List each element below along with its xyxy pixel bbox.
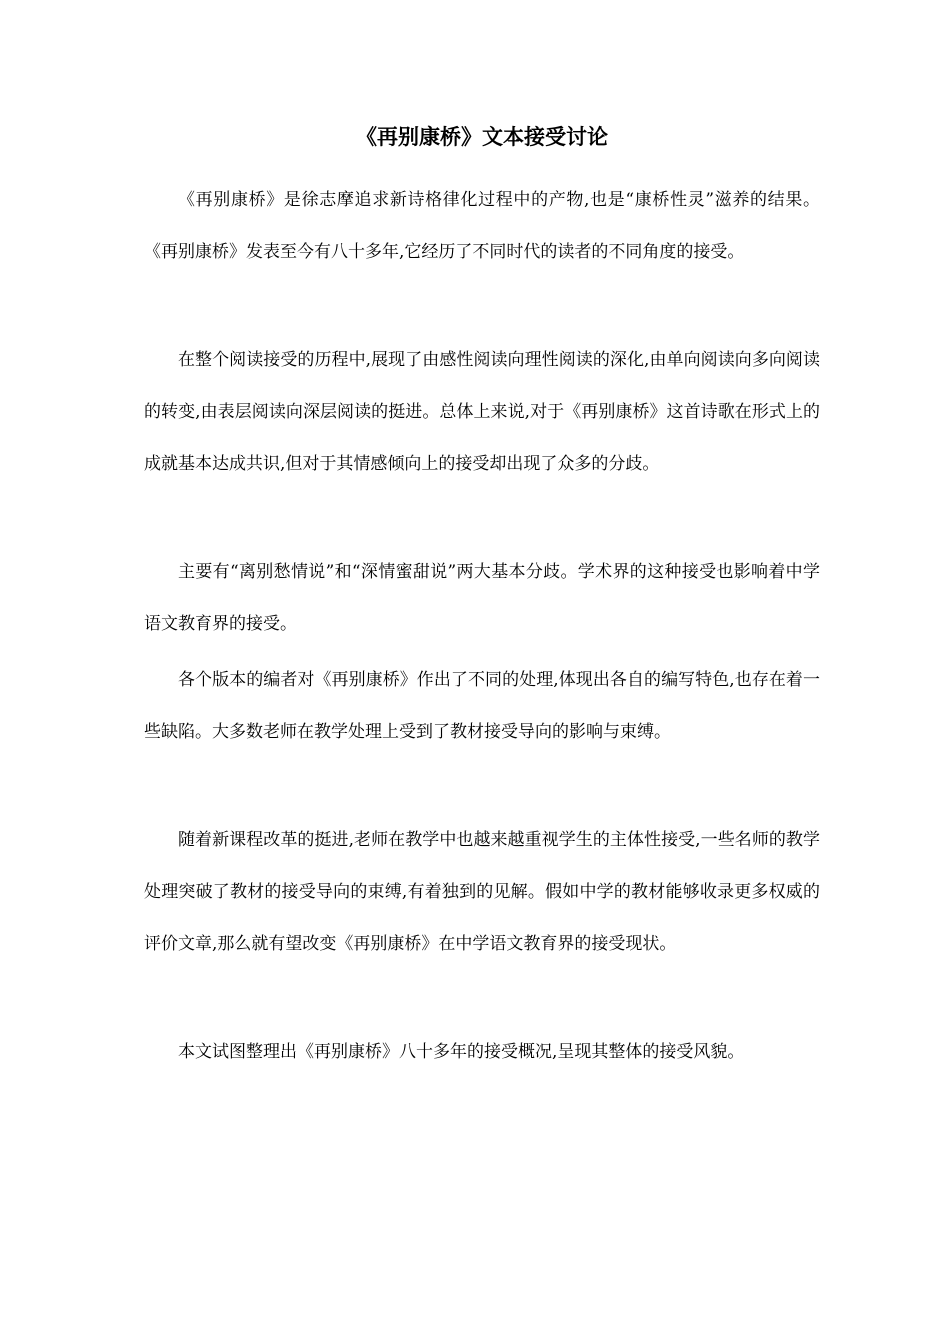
paragraph-5: 随着新课程改革的挺进,老师在教学中也越来越重视学生的主体性接受,一些名师的教学处理突破了教材的接受导向的束缚,有着独到的见解。假如中学的教材能够收录更多权威的评价文章,那么就有望改变《再别康桥》在中学语文教育界的接受现状。 [144, 830, 820, 954]
paragraph-2: 在整个阅读接受的历程中,展现了由感性阅读向理性阅读的深化,由单向阅读向多向阅读的转变,由表层阅读向深层阅读的挺进。总体上来说,对于《再别康桥》这首诗歌在形式上的成就基本达成共识,但对于其情感倾向上的接受却出现了众多的分歧。 [144, 350, 820, 474]
paragraph-6: 本文试图整理出《再别康桥》八十多年的接受概况,呈现其整体的接受风貌。 [178, 1042, 745, 1062]
paragraph-3: 主要有“离别愁情说”和“深情蜜甜说”两大基本分歧。学术界的这种接受也影响着中学语文教育界的接受。 [144, 562, 820, 634]
document-title: 《再别康桥》文本接受讨论 [356, 124, 608, 149]
paragraph-4: 各个版本的编者对《再别康桥》作出了不同的处理,体现出各自的编写特色,也存在着一些缺陷。大多数老师在教学处理上受到了教材接受导向的影响与束缚。 [144, 670, 820, 742]
paragraph-1: 《再别康桥》是徐志摩追求新诗格律化过程中的产物,也是“康桥性灵”滋养的结果。《再别康桥》发表至今有八十多年,它经历了不同时代的读者的不同角度的接受。 [144, 190, 820, 262]
